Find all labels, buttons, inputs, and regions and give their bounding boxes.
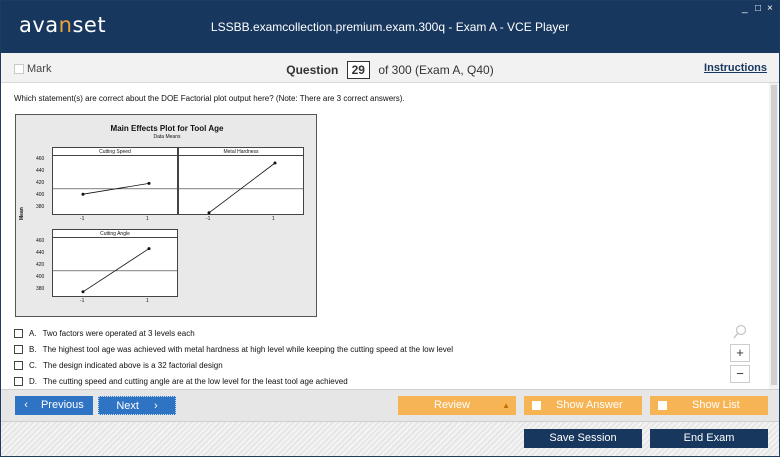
question-content bbox=[1, 83, 779, 389]
zoom-out-button[interactable]: − bbox=[730, 365, 750, 383]
y-tick-label: 440 bbox=[36, 168, 45, 174]
answer-text: The cutting speed and cutting angle are at the low level for the least tool age achieved bbox=[43, 376, 348, 386]
x-tick-label: 1 bbox=[272, 216, 275, 222]
data-point bbox=[274, 162, 277, 165]
series-line bbox=[209, 163, 275, 213]
triangle-up-icon: ▲ bbox=[502, 401, 510, 410]
question-number-input[interactable]: 29 bbox=[347, 61, 370, 79]
scrollbar-thumb[interactable] bbox=[771, 85, 777, 385]
chevron-right-icon: › bbox=[154, 400, 158, 412]
y-tick-label: 400 bbox=[36, 192, 45, 198]
panel-title: Metal Hardness bbox=[179, 148, 303, 156]
footer-bar bbox=[1, 421, 779, 456]
avanset-logo: avanset bbox=[19, 13, 107, 37]
answer-option-c[interactable] bbox=[14, 357, 453, 373]
checkbox-icon[interactable] bbox=[14, 361, 23, 370]
data-point bbox=[148, 247, 151, 250]
data-point bbox=[82, 193, 85, 196]
minimize-icon[interactable]: _ bbox=[742, 3, 748, 14]
chart-ylabel: Mean bbox=[19, 207, 25, 220]
next-label: Next bbox=[116, 400, 139, 412]
answer-option-d[interactable] bbox=[14, 373, 453, 389]
chart-panel bbox=[52, 229, 178, 297]
maximize-icon[interactable]: □ bbox=[755, 3, 762, 14]
question-text: Which statement(s) are correct about the DOE Factorial plot output here? (Note: There are 3 correct answers). bbox=[14, 94, 405, 103]
x-tick-label: -1 bbox=[80, 298, 85, 304]
chevron-left-icon: ‹ bbox=[24, 399, 28, 411]
y-tick-label: 400 bbox=[36, 274, 45, 280]
navigation-bar bbox=[1, 389, 779, 421]
chart-panel bbox=[52, 147, 178, 215]
window-title: LSSBB.examcollection.premium.exam.300q - Exam A - VCE Player bbox=[210, 20, 570, 34]
previous-button[interactable] bbox=[15, 396, 93, 415]
checkbox-icon[interactable] bbox=[532, 401, 541, 410]
x-tick-label: 1 bbox=[146, 216, 149, 222]
zoom-in-button[interactable]: + bbox=[730, 344, 750, 362]
chart-title: Main Effects Plot for Tool Age bbox=[110, 124, 224, 133]
x-tick-label: -1 bbox=[206, 216, 211, 222]
panel-title: Cutting Speed bbox=[53, 148, 177, 156]
magnifier-icon bbox=[730, 323, 750, 341]
y-tick-label: 380 bbox=[36, 204, 45, 210]
chart-subtitle: Data Means bbox=[153, 134, 181, 140]
answer-text: The highest tool age was achieved with metal hardness at high level while keeping the cutting speed at the low level bbox=[42, 344, 454, 354]
review-label: Review bbox=[434, 399, 471, 411]
close-icon[interactable]: × bbox=[767, 3, 773, 14]
checkbox-icon[interactable] bbox=[14, 345, 23, 354]
answer-letter: A. bbox=[29, 328, 37, 338]
answer-option-a[interactable] bbox=[14, 325, 453, 341]
next-button[interactable] bbox=[98, 396, 176, 415]
y-tick-label: 420 bbox=[36, 262, 45, 268]
answer-letter: C. bbox=[29, 360, 37, 370]
question-header bbox=[1, 53, 779, 83]
answer-text: The design indicated above is a 32 factorial design bbox=[43, 360, 223, 370]
checkbox-icon[interactable] bbox=[14, 377, 23, 386]
previous-label: Previous bbox=[40, 399, 84, 411]
instructions-link[interactable]: Instructions bbox=[704, 62, 767, 74]
y-tick-label: 460 bbox=[36, 238, 45, 244]
x-tick-label: -1 bbox=[80, 216, 85, 222]
mark-label: Mark bbox=[27, 63, 52, 75]
answer-option-b[interactable] bbox=[14, 341, 453, 357]
question-of-label: of 300 (Exam A, Q40) bbox=[378, 63, 494, 77]
review-button[interactable] bbox=[398, 396, 516, 415]
panel-plot bbox=[53, 230, 177, 296]
show-list-label: Show List bbox=[692, 399, 740, 411]
y-tick-label: 420 bbox=[36, 180, 45, 186]
checkbox-icon[interactable] bbox=[14, 329, 23, 338]
title-bar bbox=[1, 1, 779, 53]
answer-text: Two factors were operated at 3 levels each bbox=[42, 328, 195, 338]
main-effects-chart bbox=[15, 114, 317, 317]
question-label: Question bbox=[286, 63, 339, 77]
answer-list bbox=[14, 325, 453, 389]
series-line bbox=[83, 249, 149, 292]
save-session-button[interactable]: Save Session bbox=[524, 429, 642, 448]
show-answer-label: Show Answer bbox=[556, 399, 623, 411]
answer-letter: D. bbox=[29, 376, 37, 386]
answer-letter: B. bbox=[29, 344, 37, 354]
end-exam-button[interactable]: End Exam bbox=[650, 429, 768, 448]
data-point bbox=[82, 290, 85, 293]
y-tick-label: 440 bbox=[36, 250, 45, 256]
panel-plot bbox=[179, 148, 303, 214]
panel-title: Cutting Angle bbox=[53, 230, 177, 238]
show-answer-button[interactable] bbox=[524, 396, 642, 415]
panel-plot bbox=[53, 148, 177, 214]
chart-panel bbox=[178, 147, 304, 215]
data-point bbox=[148, 182, 151, 185]
zoom-tools bbox=[730, 323, 750, 386]
y-tick-label: 380 bbox=[36, 286, 45, 292]
checkbox-icon[interactable] bbox=[658, 401, 667, 410]
x-tick-label: 1 bbox=[146, 298, 149, 304]
question-counter bbox=[1, 61, 779, 79]
y-tick-label: 460 bbox=[36, 156, 45, 162]
show-list-button[interactable] bbox=[650, 396, 768, 415]
